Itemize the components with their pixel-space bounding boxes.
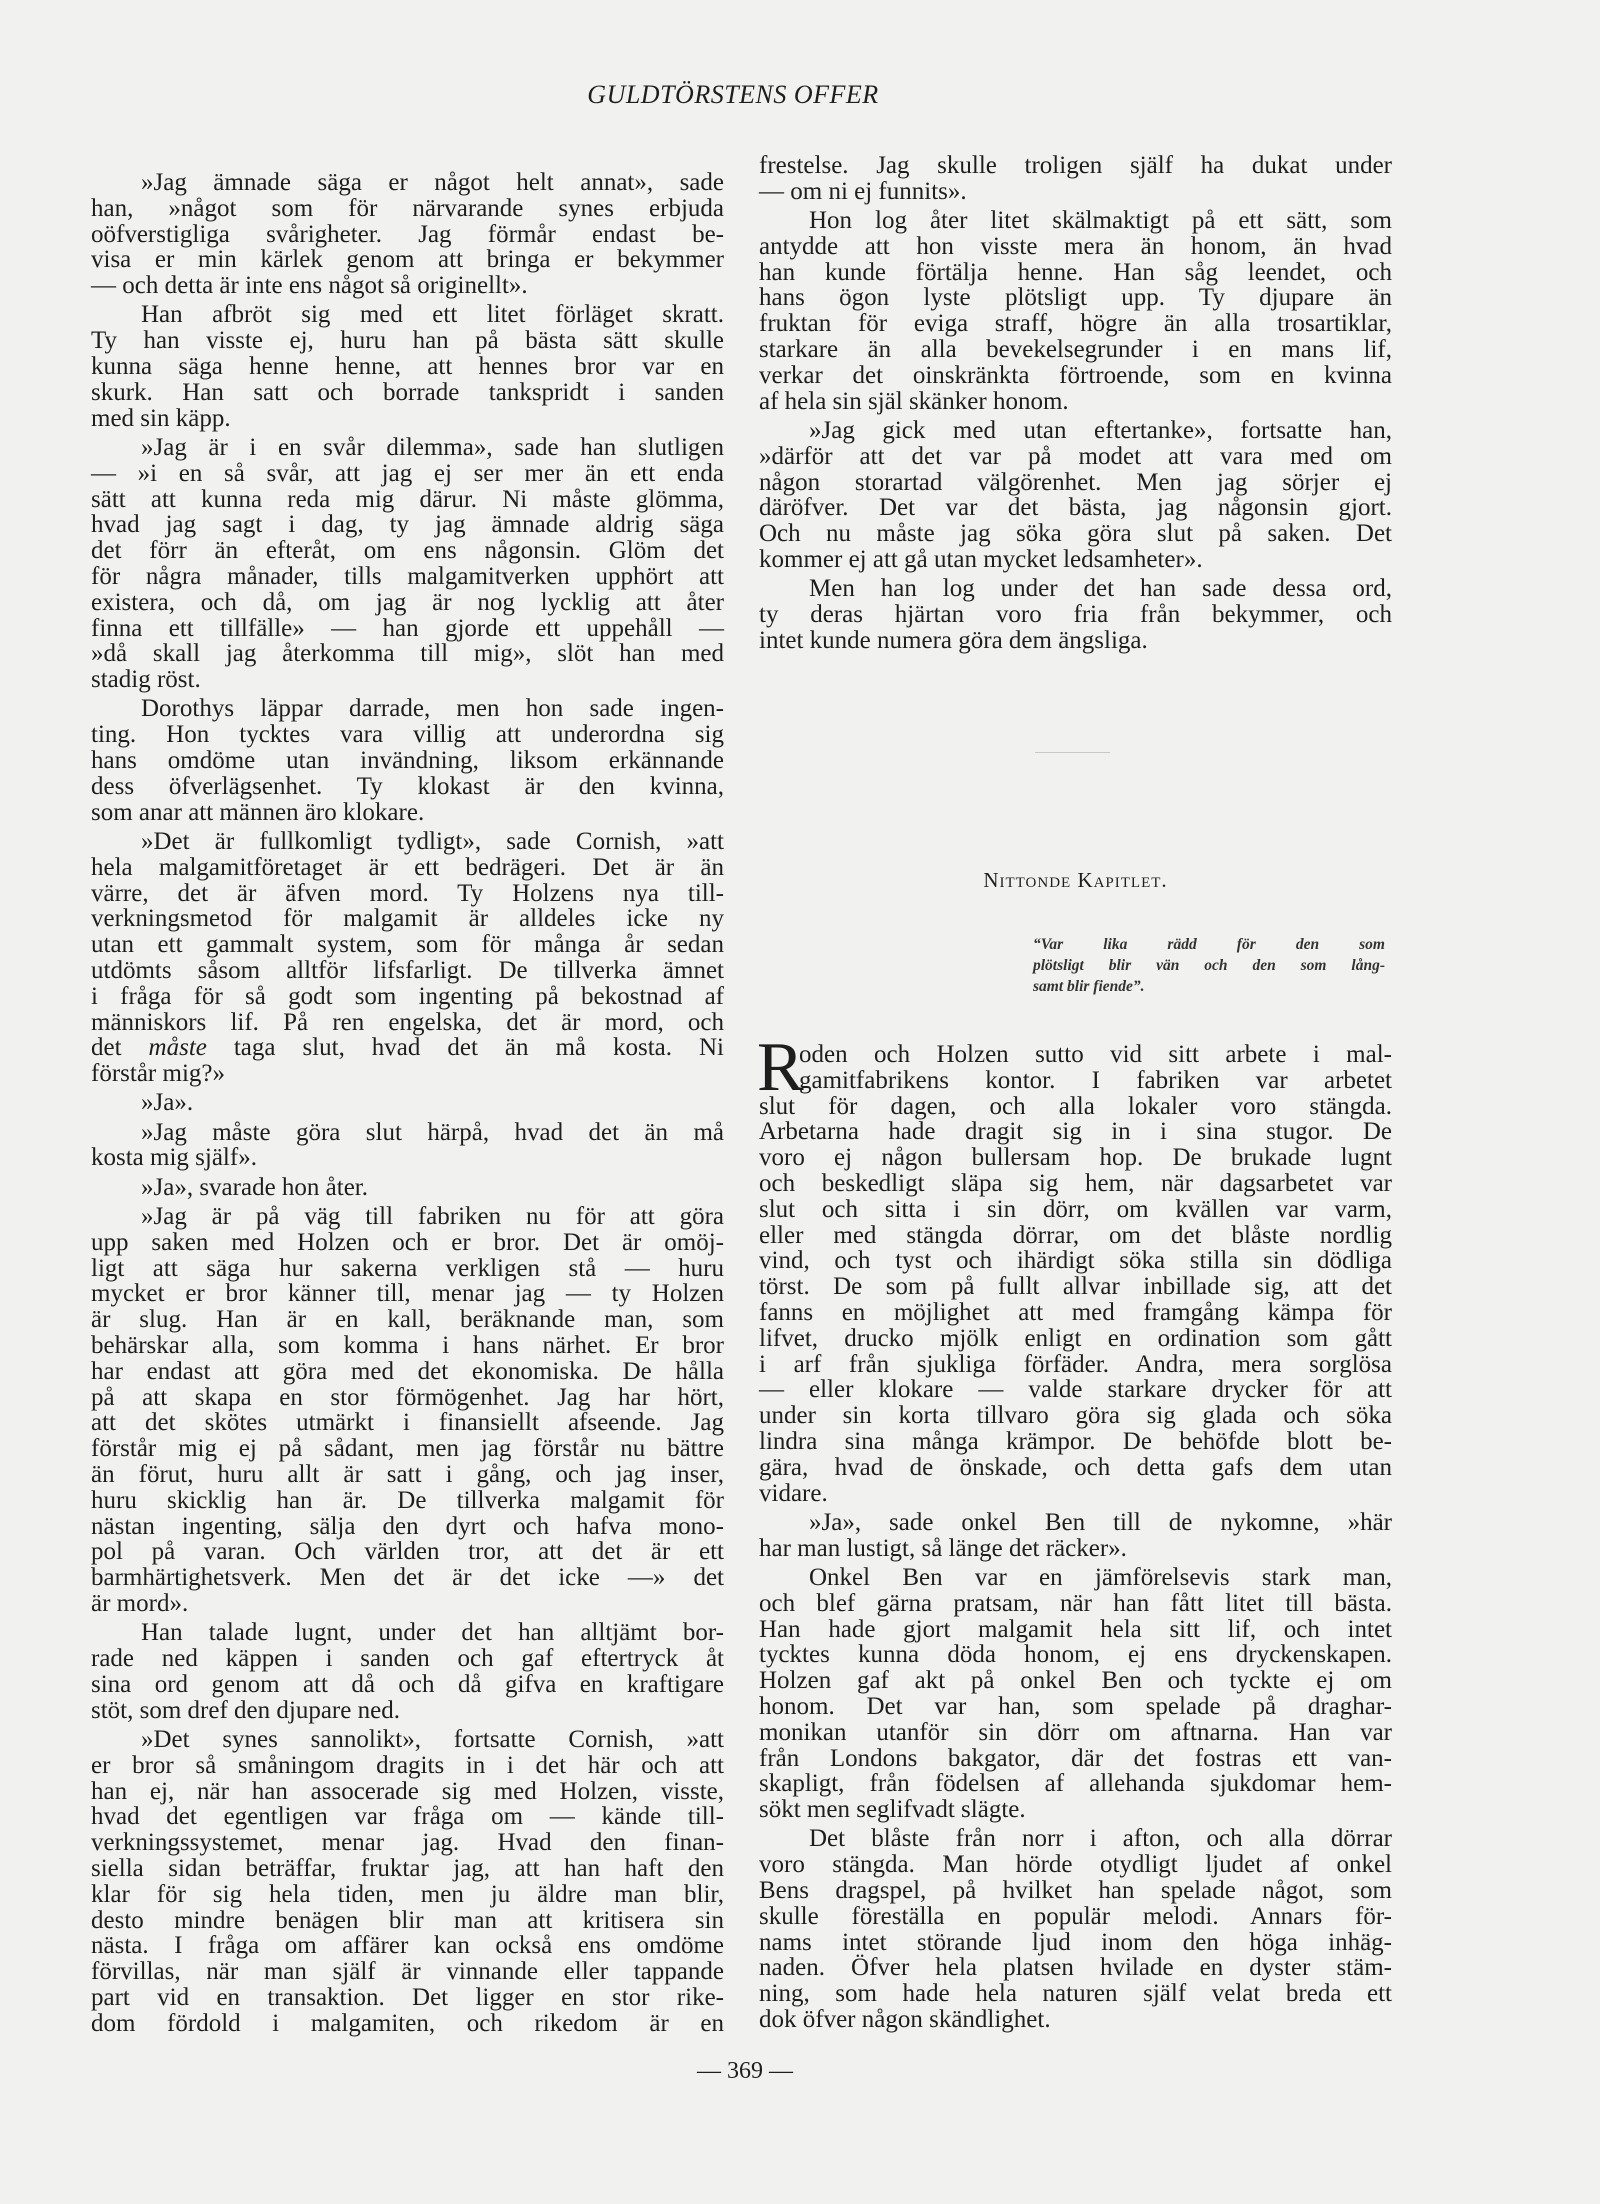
text-line: »Ja». (141, 1089, 194, 1117)
text-line: fanns en möjlighet att med framgång kämpa för (759, 1298, 1392, 1326)
text-line: »Ja», svarade hon åter. (141, 1173, 369, 1201)
right-column-body (757, 1029, 1392, 2033)
paragraph (91, 1620, 724, 1723)
text-line: pol på varan. Och världen tror, att det är ett (91, 1538, 724, 1566)
paragraph (759, 1826, 1392, 2032)
text-line: nästan ingenting, sälja den dyrt och hafva mono- (91, 1512, 724, 1540)
text-line: hela malgamitföretaget är ett bedrägeri. Det är än (91, 853, 724, 881)
text-line: någon storartad välgörenhet. Men jag sörjer ej (759, 468, 1392, 496)
text-line: dok öfver någon skändlighet. (759, 2005, 1051, 2033)
paragraph (91, 1120, 724, 1172)
epigraph-line: samt blir fiende”. (1033, 978, 1145, 995)
text-line: naden. Öfver hela platsen hvilade en dyster stäm- (759, 1954, 1392, 1982)
text-line: Det blåste från norr i afton, och alla dörrar (809, 1825, 1392, 1853)
text-line: Holzen gaf akt på onkel Ben och tyckte ej om (759, 1667, 1392, 1695)
text-line: af hela sin själ skänker honom. (759, 387, 1069, 415)
text-line: — och detta är inte ens något så originellt». (91, 272, 528, 300)
text-line: stadig röst. (91, 666, 201, 694)
paragraph (91, 1090, 724, 1116)
text-line: upp saken med Holzen och er bror. Det är omöj- (91, 1228, 724, 1256)
text-line: siella sidan beträffar, fruktar jag, att han haft den (91, 1855, 724, 1882)
text-line: att det skötes utmärkt i finansiellt afseende. Jag (91, 1409, 724, 1437)
text-line: visa er min kärlek genom att bringa er bekymmer (91, 246, 724, 274)
text-line: ning, som hade hela naturen själf velat breda ett (759, 1980, 1392, 2008)
running-head: GULDTÖRSTENS OFFER (587, 80, 879, 109)
text-line: slut för dagen, och alla lokaler voro stängda. (759, 1092, 1392, 1120)
paragraph (759, 1510, 1392, 1562)
text-line: törst. De som på fullt allvar inbillade sig, att det (759, 1273, 1392, 1301)
text-line: han kunde förtälja henne. Han såg leendet, och (759, 258, 1392, 286)
paragraph (91, 696, 724, 825)
text-segment: taga slut, hvad det än må kosta. Ni (206, 1034, 724, 1062)
paragraph (759, 576, 1392, 653)
text-line: med sin käpp. (91, 404, 231, 432)
text-line: sina ord genom att då och då gifva en kraftigare (91, 1670, 724, 1698)
text-line: »Jag måste göra slut härpå, hvad det än må (141, 1118, 724, 1146)
right-column-top (759, 153, 1392, 654)
text-line: frestelse. Jag skulle troligen själf ha dukat under (759, 152, 1392, 179)
text-line: Dorothys läppar darrade, men hon sade ingen- (141, 695, 724, 723)
text-line: kommer ej att gå utan mycket ledsamheter». (759, 545, 1203, 573)
text-line: stöt, som dref den djupare ned. (91, 1696, 400, 1724)
text-line: det förr än efteråt, om ens någonsin. Glöm det (91, 537, 724, 565)
chapter-epigraph (1033, 934, 1385, 997)
text-line: värre, det är äfven mord. Ty Holzens nya till- (91, 879, 724, 907)
text-line: existera, och då, om jag är nog lycklig att åter (91, 588, 724, 616)
text-line: dess öfverlägsenhet. Ty klokast är den kvinna, (91, 772, 724, 800)
paragraph (91, 435, 724, 693)
text-line: slut och sitta i sin dörr, om kvällen var varm, (759, 1195, 1392, 1223)
text-line: kunna säga henne henne, att hennes bror var en (91, 353, 724, 381)
text-line: nästa. I fråga om affärer kan också ens omdöme (91, 1932, 724, 1960)
text-line: Bens dragspel, på hvilket han spelade något, som (759, 1877, 1392, 1904)
text-line: dom fördold i malgamiten, och rikedom är en (91, 2009, 724, 2037)
text-line: människors lif. På ren engelska, det är mord, och (91, 1008, 724, 1036)
text-line: utan ett gammalt system, som för många år sedan (91, 931, 724, 959)
text-line: »Det är fullkomligt tydligt», sade Cornish, »att (141, 827, 724, 855)
text-line: »Jag är i en svår dilemma», sade han slutligen (141, 433, 724, 461)
text-line: »därför att det var på modet att vara med om (759, 442, 1392, 470)
text-line: Ty han visste ej, huru han på bästa sätt skulle (91, 327, 724, 355)
paragraph (91, 1204, 724, 1617)
text-line: behärskar alla, som komma i hans närhet. Er bror (91, 1332, 724, 1360)
text-line: nams intet störande ljud inom den höga inhäg- (759, 1928, 1392, 1956)
text-line: — om ni ej funnits». (759, 177, 967, 205)
text-line: är slug. Han är en kall, beräknande man, som (91, 1306, 724, 1334)
text-line: voro stängda. Man hörde otydligt ljudet af onkel (759, 1851, 1392, 1879)
text-line: Och nu måste jag söka göra slut på saken. Det (759, 520, 1392, 548)
text-line: under sin korta tillvaro göra sig glada och söka (759, 1402, 1392, 1430)
text-line: som anar att männen äro klokare. (91, 798, 425, 826)
text-line: rade ned käppen i sanden och gaf eftertryck åt (91, 1645, 724, 1673)
text-line: han ej, när han assocerade sig med Holzen, visste, (91, 1777, 724, 1805)
left-column (91, 170, 724, 2037)
text-line: part vid en transaktion. Det ligger en stor rike- (91, 1983, 724, 2011)
text-line: klar för sig hela tiden, men ju äldre man blir, (91, 1880, 724, 1908)
text-line: oöfverstigliga svårigheter. Jag förmår endast be- (91, 220, 724, 248)
text-line: »Jag gick med utan eftertanke», fortsatte han, (809, 416, 1392, 444)
paragraph (759, 1565, 1392, 1823)
text-line: förvillas, när man själf är vinnande eller tappande (91, 1958, 724, 1986)
text-line: har man lustigt, så länge det räcker». (759, 1534, 1127, 1562)
text-line: och beskedligt släpa sig hem, när dagsarbetet var (759, 1169, 1392, 1197)
text-line: barmhärtighetsverk. Men det är det icke —» det (91, 1564, 724, 1592)
text-line: skapligt, från födelsen af allehanda sjukdomar hem- (759, 1770, 1392, 1798)
text-line: Han hade gjort malgamit hela sitt lif, och intet (759, 1615, 1392, 1643)
text-line: fruktan för eviga straff, högre än alla trosartiklar, (759, 310, 1392, 338)
text-line: Onkel Ben var en jämförelsevis stark man, (809, 1563, 1392, 1591)
text-line: — »i en så svår, att jag ej ser mer än ett enda (91, 459, 724, 487)
text-line: Arbetarna hade dragit sig in i sina stugor. De (759, 1118, 1392, 1146)
text-line: har endast att göra med det ekonomiska. De hålla (91, 1357, 724, 1385)
text-line: lifvet, drucko mjölk enligt en ordination som gått (759, 1324, 1392, 1352)
text-line: mycket er bror känner till, menar jag — ty Holzen (91, 1280, 724, 1308)
text-line: tycktes kunna döda honom, ej ens dryckenskapen. (759, 1641, 1392, 1669)
epigraph-line: plötsligt blir vän och den som lång- (1033, 957, 1385, 974)
text-line: desto mindre benägen blir man att kritisera sin (91, 1906, 724, 1934)
paragraph (757, 1029, 1392, 1507)
emphasized-word: måste (148, 1034, 207, 1062)
text-line: skurk. Han satt och borrade tankspridt i sanden (91, 378, 724, 406)
text-line: vind, och tyst och ihärdigt söka stilla sin dödliga (759, 1247, 1392, 1275)
text-line: utdömts såsom alltför lifsfarligt. De tillverka ämnet (91, 956, 724, 984)
text-line: förstår mig ej på sådant, men jag förstår nu bättre (91, 1435, 724, 1463)
paragraph (91, 829, 724, 1087)
text-line: förstår mig?» (91, 1060, 225, 1088)
text-line: vidare. (759, 1479, 828, 1507)
text-line: kosta mig själf». (91, 1144, 257, 1172)
text-line: Han afbröt sig med ett litet förläget skratt. (141, 301, 724, 329)
text-line: intet kunde numera göra dem ängsliga. (759, 626, 1148, 654)
paragraph (91, 1175, 724, 1201)
text-line: monikan utanför sin dörr om aftnarna. Han var (759, 1718, 1392, 1746)
paragraph (759, 153, 1392, 205)
text-line: eller med stängda dörrar, om det blåste nordlig (759, 1221, 1392, 1249)
text-line: verkar det oinskränkta förtroende, som en kvinna (759, 361, 1392, 389)
paragraph (91, 1727, 724, 2037)
text-line: än förut, huru allt är satt i gång, och jag inser, (91, 1461, 724, 1489)
text-line: för några månader, tills malgamitverken upphört att (91, 562, 724, 590)
text-line: »Ja», sade onkel Ben till de nykomne, »här (809, 1508, 1392, 1536)
text-line: hans omdöme utan invändning, liksom erkännande (91, 747, 724, 775)
text-line: i arf från sjukliga förfäder. Andra, mera sorglösa (759, 1350, 1392, 1378)
text-line: »då skall jag återkomma till mig», slöt han med (91, 640, 724, 668)
text-line (91, 1035, 724, 1061)
text-line: honom. Det var han, som spelade på draghar- (759, 1692, 1392, 1720)
text-line: är mord». (91, 1590, 189, 1618)
paragraph (91, 302, 724, 431)
text-line: »Jag ämnade säga er något helt annat», sade (141, 169, 724, 196)
text-line: hvad jag sagt i dag, ty jag ämnade aldrig säga (91, 511, 724, 539)
text-line: hvad det egentligen var fråga om — kände till- (91, 1803, 724, 1831)
paragraph (91, 170, 724, 299)
text-line: ligt att säga hur sakerna verkligen stå — huru (91, 1254, 724, 1282)
text-line: sökt men seglifvadt slägte. (759, 1796, 1026, 1824)
text-line: Men han log under det han sade dessa ord, (809, 575, 1392, 603)
page-number: — 369 — (697, 2058, 793, 2084)
text-line: oden och Holzen sutto vid sitt arbete i mal- (799, 1041, 1392, 1068)
text-line: ting. Hon tycktes vara villig att underordna sig (91, 721, 724, 749)
text-line: finna ett tillfälle» — han gjorde ett uppehåll — (91, 614, 724, 642)
text-line: och blef gärna pratsam, när han fått litet till bästa. (759, 1589, 1392, 1617)
text-line: han, »något som för närvarande synes erbjuda (91, 194, 724, 222)
epigraph-line: “Var lika rädd för den som (1033, 936, 1385, 953)
text-line: lindra sina många krämpor. De behöfde blott be- (759, 1427, 1392, 1455)
chapter-title: Nittonde Kapitlet. (983, 868, 1168, 892)
text-line: voro ej någon bullersam hop. De brukade lugnt (759, 1144, 1392, 1172)
text-line: huru skicklig han är. De tillverka malgamit för (91, 1486, 724, 1514)
text-line: er bror så småningom dragits in i det här och att (91, 1751, 724, 1779)
text-line: gära, hvad de önskade, och detta gafs dem utan (759, 1453, 1392, 1481)
paragraph (759, 418, 1392, 573)
text-line: starkare än alla bevekelsegrunder i en mans lif, (759, 336, 1392, 364)
text-line: från Londons bakgator, där det fostras ett van- (759, 1744, 1392, 1772)
paragraph (759, 208, 1392, 414)
text-line: — eller klokare — valde starkare drycker för att (759, 1376, 1392, 1404)
text-line: verkningssystemet, menar jag. Hvad den finan- (91, 1829, 724, 1857)
drop-cap: R (757, 1029, 804, 1106)
text-line: hans ögon lyste plötsligt upp. Ty djupare än (759, 284, 1392, 312)
text-segment: det (91, 1034, 149, 1062)
section-divider (1035, 752, 1110, 753)
text-line: på att skapa en stor förmögenhet. Jag har hört, (91, 1383, 724, 1411)
text-line: antydde att hon visste mera än honom, än hvad (759, 232, 1392, 260)
text-line: gamitfabrikens kontor. I fabriken var arbetet (799, 1066, 1392, 1094)
text-line: »Jag är på väg till fabriken nu för att göra (141, 1203, 724, 1231)
text-line: sätt att kunna reda mig därur. Ni måste glömma, (91, 485, 724, 513)
text-line: i fråga för så godt som ingenting på bekostnad af (91, 982, 724, 1010)
text-line: ty deras hjärtan voro fria från bekymmer, och (759, 601, 1392, 629)
text-line: »Det synes sannolikt», fortsatte Cornish, »att (141, 1726, 724, 1754)
text-line: skulle föreställa en populär melodi. Annars för- (759, 1902, 1392, 1930)
text-line: däröfver. Det var det bästa, jag någonsin gjort. (759, 494, 1392, 522)
text-line: verkningsmetod för malgamit är alldeles icke ny (91, 905, 724, 933)
text-line: Han talade lugnt, under det han alltjämt bor- (141, 1619, 724, 1647)
text-line: Hon log åter litet skälmaktigt på ett sätt, som (809, 207, 1392, 235)
